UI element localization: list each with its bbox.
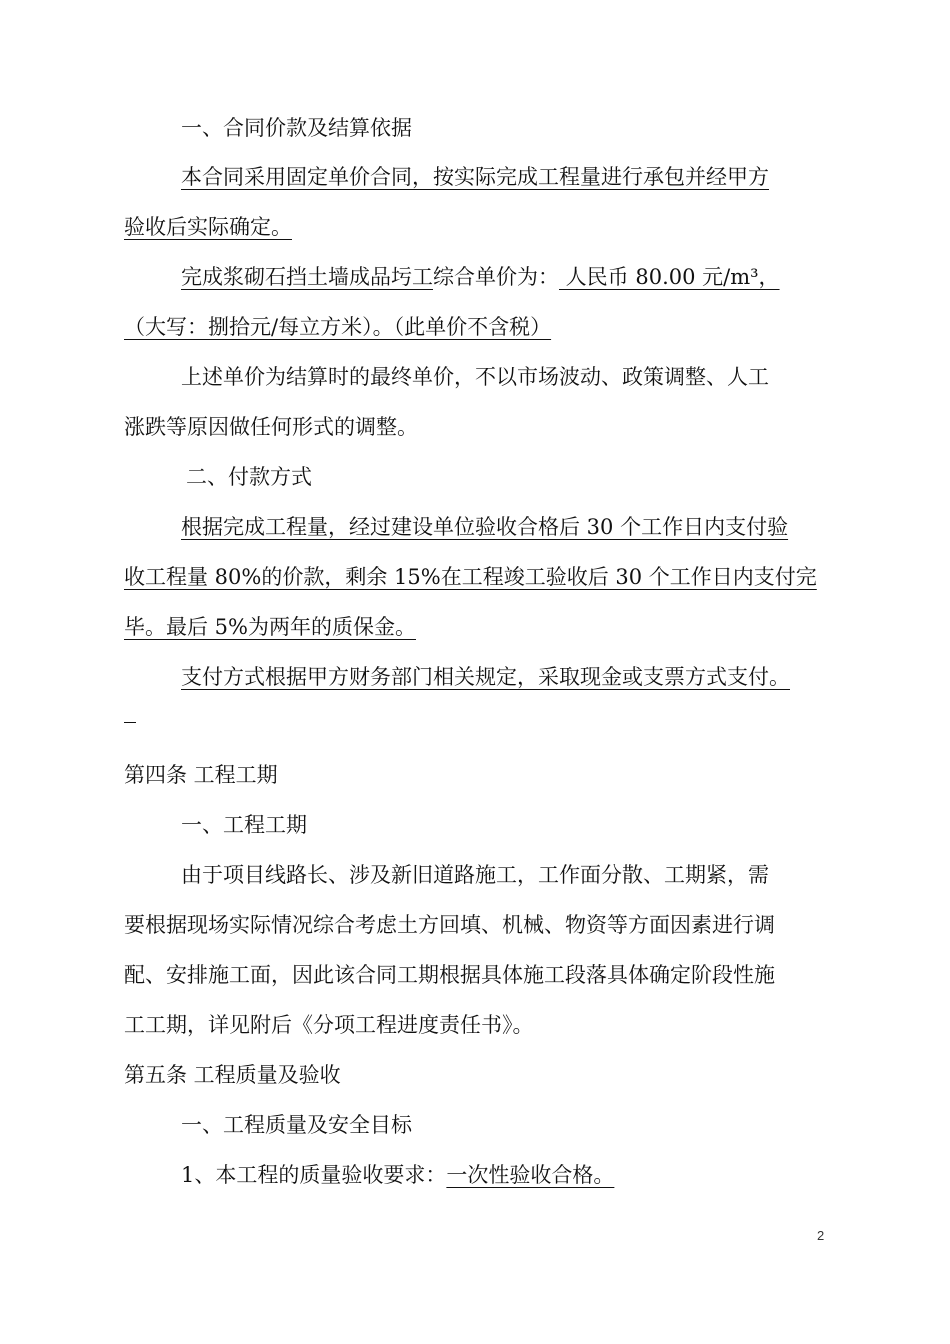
paragraph-line: 上述单价为结算时的最终单价，不以市场波动、政策调整、人工 [181, 365, 769, 389]
section-heading-price: 一、合同价款及结算依据 [181, 116, 412, 140]
article-title: 第四条 工程工期 [124, 763, 278, 787]
paragraph-line: 本合同采用固定单价合同，按实际完成工程量进行承包并经甲方 [181, 165, 769, 189]
article-subheading: 一、工程工期 [181, 813, 307, 837]
unit-price-line [181, 262, 780, 292]
work-item-name: 完成浆砌石挡土墙成品圬工 [181, 265, 433, 289]
paragraph-line: 收工程量 80%的价款，剩余 15%在工程竣工验收后 30 个工作日内支付完 [124, 565, 817, 589]
article-title: 第五条 工程质量及验收 [124, 1063, 341, 1087]
paragraph-line: 根据完成工程量，经过建设单位验收合格后 30 个工作日内支付验 [181, 515, 789, 539]
paragraph-line: 验收后实际确定。 [124, 215, 292, 239]
paragraph-line: 工工期，详见附后《分项工程进度责任书》。 [124, 1013, 534, 1037]
page-number: 2 [817, 1228, 825, 1243]
paragraph-line: 支付方式根据甲方财务部门相关规定，采取现金或支票方式支付。 [181, 665, 790, 689]
unit-price-value: 人民币 80.00 元/m³， [559, 265, 780, 289]
paragraph-line: 配、安排施工面，因此该合同工期根据具体施工段落具体确定阶段性施 [124, 963, 775, 987]
underline-mark [124, 722, 136, 723]
section-heading-payment: 二、付款方式 [186, 465, 312, 489]
unit-price-in-words: （大写：捌拾元/每立方米）。（此单价不含税） [124, 315, 552, 339]
unit-price-label: 综合单价为： [433, 265, 559, 289]
article-subheading: 一、工程质量及安全目标 [181, 1113, 412, 1137]
quality-requirement-value: 一次性验收合格。 [446, 1163, 615, 1187]
paragraph-line: 要根据现场实际情况综合考虑土方回填、机械、物资等方面因素进行调 [124, 913, 775, 937]
quality-requirement-line [181, 1160, 614, 1190]
paragraph-line: 毕。最后 5%为两年的质保金。 [124, 615, 416, 639]
paragraph-line: 涨跌等原因做任何形式的调整。 [124, 415, 418, 439]
quality-requirement-label: 1、本工程的质量验收要求： [181, 1163, 447, 1187]
paragraph-line: 由于项目线路长、涉及新旧道路施工，工作面分散、工期紧，需 [181, 863, 769, 887]
